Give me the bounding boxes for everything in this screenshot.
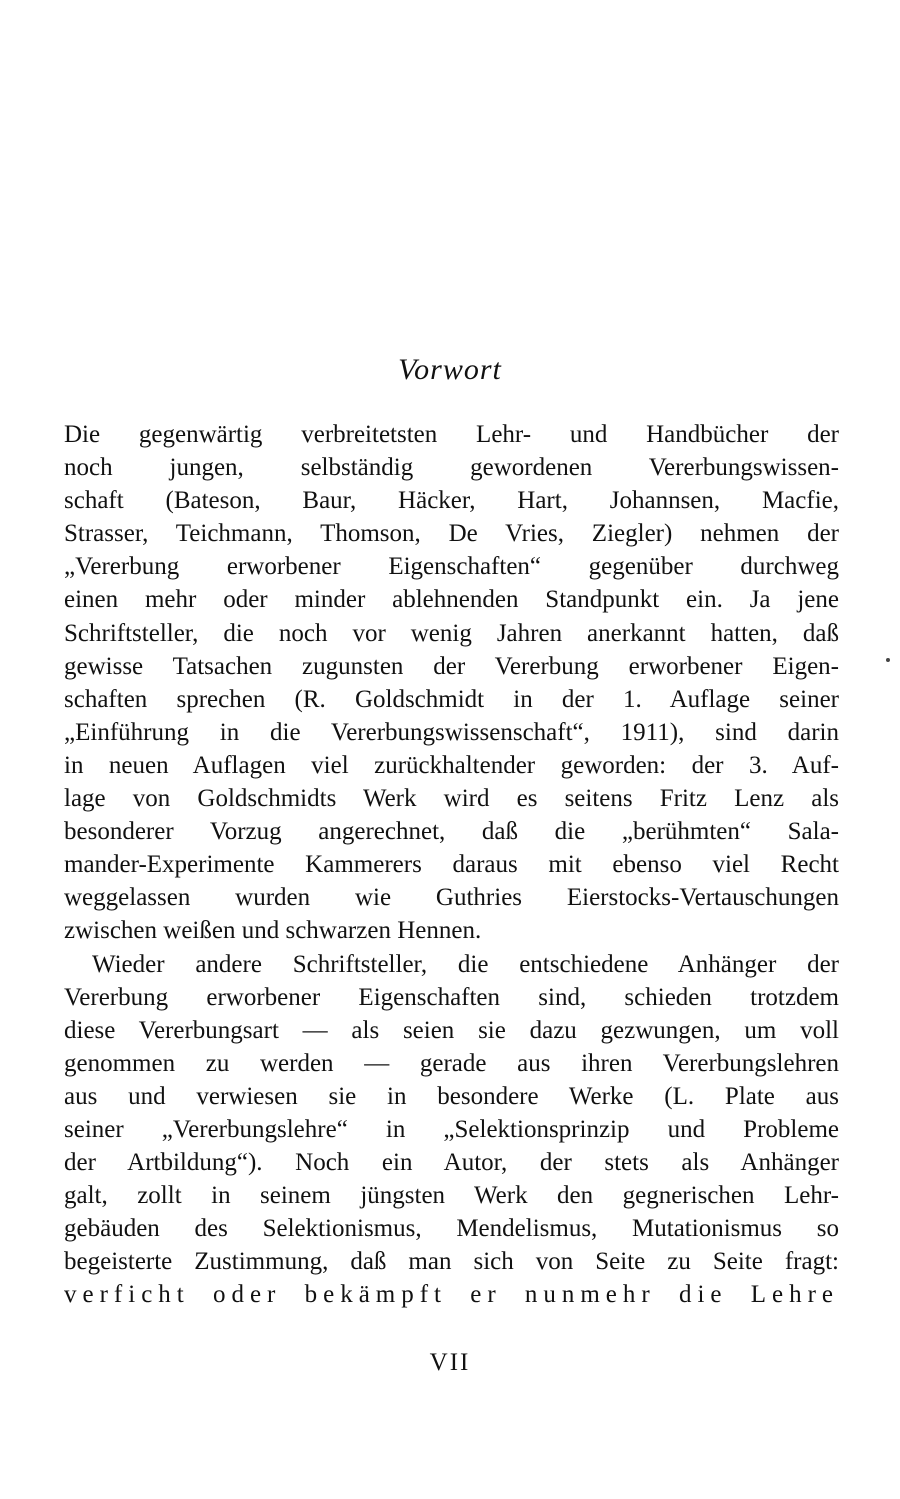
print-speck	[886, 658, 890, 662]
text-line: seiner „Vererbungslehre“ in „Selektionsprinzip und Probleme	[64, 1115, 839, 1143]
chapter-heading: Vorwort	[398, 353, 502, 386]
text-line: diese Vererbungsart — als seien sie dazu gezwungen, um voll	[64, 1016, 839, 1044]
text-line: gebäuden des Selektionismus, Mendelismus, Mutationismus so	[64, 1215, 839, 1243]
text-line: einen mehr oder minder ablehnenden Standpunkt ein. Ja jene	[64, 586, 839, 614]
text-line: galt, zollt in seinem jüngsten Werk den gegnerischen Lehr-	[64, 1182, 839, 1210]
text-line: genommen zu werden — gerade aus ihren Vererbungslehren	[64, 1049, 839, 1077]
paragraph-end-line: zwischen weißen und schwarzen Hennen.	[64, 917, 482, 945]
text-line: gewisse Tatsachen zugunsten der Vererbung erworbener Eigen-	[64, 652, 839, 680]
text-line: begeisterte Zustimmung, daß man sich von Seite zu Seite fragt:	[64, 1248, 839, 1276]
text-line: in neuen Auflagen viel zurückhaltender geworden: der 3. Auf-	[64, 751, 839, 779]
text-line: Vererbung erworbener Eigenschaften sind, schieden trotzdem	[64, 983, 839, 1011]
text-line: weggelassen wurden wie Guthries Eierstocks-Vertauschungen	[64, 884, 839, 912]
text-line: Schriftsteller, die noch vor wenig Jahren anerkannt hatten, daß	[64, 619, 839, 647]
text-line: mander-Experimente Kammerers daraus mit ebenso viel Recht	[64, 851, 839, 879]
text-line: noch jungen, selbständig gewordenen Vererbungswissen-	[64, 454, 839, 482]
text-line: schaft (Bateson, Baur, Häcker, Hart, Johannsen, Macfie,	[64, 487, 839, 515]
emphasized-text-line: verficht oder bekämpft er nunmehr die Lehre	[64, 1281, 839, 1309]
text-line: aus und verwiesen sie in besondere Werke (L. Plate aus	[64, 1082, 839, 1110]
text-line: schaften sprechen (R. Goldschmidt in der 1. Auflage seiner	[64, 685, 839, 713]
paragraph-start-line: Wieder andere Schriftsteller, die entschiedene Anhänger der	[92, 950, 839, 978]
text-line: besonderer Vorzug angerechnet, daß die „berühmten“ Sala-	[64, 818, 839, 846]
text-line: Die gegenwärtig verbreitetsten Lehr- und Handbücher der	[64, 421, 839, 448]
body-text	[64, 418, 839, 1312]
page-number: VII	[429, 1349, 471, 1376]
text-line: „Einführung in die Vererbungswissenschaft“, 1911), sind darin	[64, 718, 839, 746]
text-line: Strasser, Teichmann, Thomson, De Vries, Ziegler) nehmen der	[64, 520, 839, 548]
text-line: „Vererbung erworbener Eigenschaften“ gegenüber durchweg	[64, 553, 839, 581]
text-line: der Artbildung“). Noch ein Autor, der stets als Anhänger	[64, 1149, 839, 1177]
text-line: lage von Goldschmidts Werk wird es seitens Fritz Lenz als	[64, 785, 839, 813]
